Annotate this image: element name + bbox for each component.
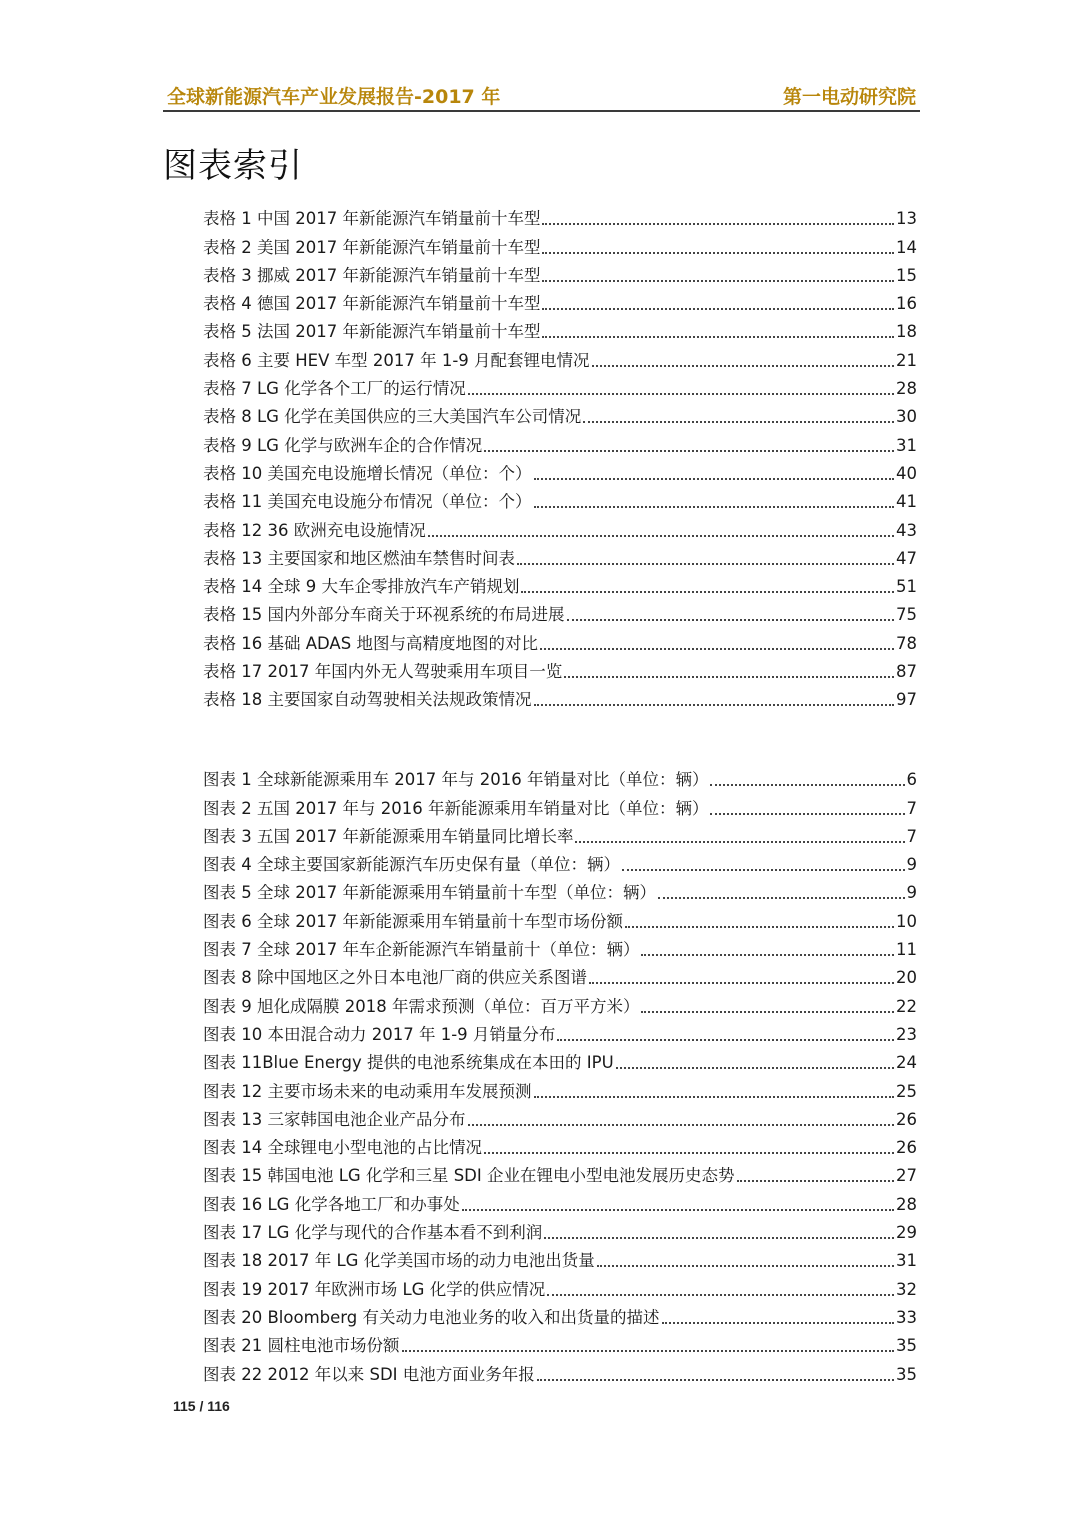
dot-leader [567,619,895,621]
toc-entry[interactable] [203,1074,917,1102]
dot-leader [428,535,894,537]
toc-entry-page: 32 [896,1279,917,1299]
dot-leader [534,506,895,508]
report-title: 全球新能源汽车产业发展报告-2017 年 [167,86,501,108]
toc-entry-label: 图表 20 Bloomberg 有关动力电池业务的收入和出货量的描述 [203,1307,660,1327]
toc-entry-label: 图表 13 三家韩国电池企业产品分布 [203,1109,466,1129]
toc-entry-label: 图表 10 本田混合动力 2017 年 1-9 月销量分布 [203,1024,556,1044]
page-number: 115 / 116 [173,1398,230,1414]
toc-entry-page: 27 [896,1166,917,1186]
toc-entry[interactable] [203,542,917,570]
dot-leader [616,1067,894,1069]
toc-entry-label: 图表 22 2012 年以来 SDI 电池方面业务年报 [203,1364,535,1384]
toc-entry-label: 图表 12 主要市场未来的电动乘用车发展预测 [203,1081,532,1101]
toc-entry-page: 33 [896,1307,917,1327]
dot-leader [592,365,894,367]
dot-leader [557,1039,894,1041]
toc-entry-label: 图表 2 五国 2017 年与 2016 年新能源乘用车销量对比（单位：辆） [203,798,709,818]
dot-leader [537,1379,894,1381]
dot-leader [641,1011,894,1013]
dot-leader [544,1237,894,1239]
dot-leader [534,478,895,480]
toc-entry-page: 43 [896,520,917,540]
toc-entry[interactable] [203,1272,917,1300]
toc-entry-page: 7 [906,826,917,846]
toc-entry[interactable] [203,428,917,456]
dot-leader [583,421,894,423]
toc-entry[interactable] [203,1159,917,1187]
toc-entry-label: 表格 17 2017 年国内外无人驾驶乘用车项目一览 [203,662,563,682]
dot-leader [468,393,894,395]
toc-entry-label: 图表 16 LG 化学各地工厂和办事处 [203,1194,460,1214]
toc-entry-page: 15 [896,265,917,285]
toc-entry-page: 40 [896,463,917,483]
toc-entry[interactable] [203,1131,917,1159]
figure-index-list [203,763,917,1386]
toc-entry-label: 图表 15 韩国电池 LG 化学和三星 SDI 企业在锂电小型电池发展历史态势 [203,1166,735,1186]
toc-entry-page: 13 [896,209,917,229]
toc-entry-page: 31 [896,1251,917,1271]
toc-entry-page: 7 [906,798,917,818]
toc-entry[interactable] [203,287,917,315]
toc-entry-page: 22 [896,996,917,1016]
toc-entry-label: 图表 7 全球 2017 年车企新能源汽车销量前十（单位：辆） [203,940,640,960]
running-header [163,80,920,112]
dot-leader [521,591,894,593]
toc-entry-page: 23 [896,1024,917,1044]
toc-entry-page: 75 [896,605,917,625]
dot-leader [662,1322,895,1324]
toc-entry[interactable] [203,598,917,626]
dot-leader [534,704,895,706]
toc-entry-page: 28 [896,379,917,399]
toc-entry-label: 表格 9 LG 化学与欧洲车企的合作情况 [203,435,483,455]
dot-leader [542,252,894,254]
toc-entry[interactable] [203,1301,917,1329]
toc-entry-label: 表格 5 法国 2017 年新能源汽车销量前十车型 [203,322,541,342]
toc-entry[interactable] [203,1244,917,1272]
dot-leader [597,1265,894,1267]
toc-entry-label: 图表 14 全球锂电小型电池的占比情况 [203,1138,482,1158]
toc-entry-page: 16 [896,294,917,314]
toc-entry[interactable] [203,1187,917,1215]
page-title: 图表索引 [163,146,303,186]
dot-leader [710,784,904,786]
toc-entry-page: 25 [896,1081,917,1101]
toc-entry-page: 26 [896,1109,917,1129]
toc-entry-page: 9 [906,883,917,903]
dot-leader [542,280,894,282]
toc-entry-page: 47 [896,548,917,568]
toc-entry-page: 20 [896,968,917,988]
toc-entry[interactable] [203,259,917,287]
toc-entry[interactable] [203,343,917,371]
toc-entry[interactable] [203,683,917,711]
toc-entry-label: 表格 18 主要国家自动驾驶相关法规政策情况 [203,690,532,710]
toc-entry-page: 35 [896,1364,917,1384]
dot-leader [641,954,894,956]
dot-leader [658,897,905,899]
toc-entry-page: 41 [896,492,917,512]
toc-entry[interactable] [203,315,917,343]
dot-leader [542,223,894,225]
dot-leader [484,1152,894,1154]
toc-entry-page: 28 [896,1194,917,1214]
dot-leader [575,841,904,843]
toc-entry[interactable] [203,820,917,848]
dot-leader [517,563,894,565]
dot-leader [484,450,894,452]
toc-entry[interactable] [203,1329,917,1357]
toc-entry-label: 表格 16 基础 ADAS 地图与高精度地图的对比 [203,633,538,653]
dot-leader [737,1180,895,1182]
dot-leader [547,1294,894,1296]
toc-entry[interactable] [203,372,917,400]
institute-name: 第一电动研究院 [782,86,916,108]
toc-entry[interactable] [203,1357,917,1385]
toc-entry[interactable] [203,230,917,258]
toc-entry-page: 24 [896,1053,917,1073]
table-index-list [203,202,917,711]
toc-entry[interactable] [203,655,917,683]
toc-entry[interactable] [203,989,917,1017]
toc-entry[interactable] [203,876,917,904]
toc-entry-label: 表格 8 LG 化学在美国供应的三大美国汽车公司情况 [203,407,582,427]
toc-entry-page: 87 [896,662,917,682]
toc-entry[interactable] [203,1216,917,1244]
toc-entry-label: 表格 6 主要 HEV 车型 2017 年 1-9 月配套锂电情况 [203,350,590,370]
toc-entry[interactable] [203,1046,917,1074]
dot-leader [625,926,894,928]
toc-entry-page: 14 [896,237,917,257]
toc-entry-label: 图表 8 除中国地区之外日本电池厂商的供应关系图谱 [203,968,587,988]
dot-leader [462,1209,894,1211]
toc-entry-page: 26 [896,1138,917,1158]
toc-entry-page: 6 [906,770,917,790]
toc-entry-label: 表格 4 德国 2017 年新能源汽车销量前十车型 [203,294,541,314]
toc-entry-label: 表格 15 国内外部分车商关于环视系统的布局进展 [203,605,565,625]
dot-leader [402,1350,895,1352]
toc-entry-label: 图表 11Blue Energy 提供的电池系统集成在本田的 IPU [203,1053,614,1073]
dot-leader [589,982,894,984]
toc-entry-page: 78 [896,633,917,653]
toc-entry-label: 表格 7 LG 化学各个工厂的运行情况 [203,379,466,399]
toc-entry[interactable] [203,904,917,932]
toc-entry[interactable] [203,1103,917,1131]
toc-entry-page: 21 [896,350,917,370]
toc-entry-label: 表格 13 主要国家和地区燃油车禁售时间表 [203,548,515,568]
toc-entry-page: 11 [896,940,917,960]
toc-entry[interactable] [203,626,917,654]
toc-entry[interactable] [203,400,917,428]
toc-entry[interactable] [203,961,917,989]
toc-entry[interactable] [203,791,917,819]
toc-entry[interactable] [203,933,917,961]
dot-leader [564,676,894,678]
toc-entry-label: 图表 1 全球新能源乘用车 2017 年与 2016 年销量对比（单位：辆） [203,770,709,790]
toc-entry-label: 图表 4 全球主要国家新能源汽车历史保有量（单位：辆） [203,855,620,875]
toc-entry[interactable] [203,513,917,541]
toc-entry-page: 18 [896,322,917,342]
toc-entry-label: 图表 18 2017 年 LG 化学美国市场的动力电池出货量 [203,1251,595,1271]
dot-leader [468,1124,895,1126]
toc-entry-page: 51 [896,577,917,597]
toc-entry-label: 图表 5 全球 2017 年新能源乘用车销量前十车型（单位：辆） [203,883,656,903]
toc-entry[interactable] [203,457,917,485]
toc-entry[interactable] [203,1018,917,1046]
toc-entry-label: 图表 21 圆柱电池市场份额 [203,1336,400,1356]
toc-entry-page: 10 [896,911,917,931]
toc-entry-page: 97 [896,690,917,710]
dot-leader [542,308,894,310]
dot-leader [622,869,905,871]
toc-entry[interactable] [203,485,917,513]
toc-entry-label: 图表 17 LG 化学与现代的合作基本看不到利润 [203,1223,543,1243]
toc-entry-label: 表格 10 美国充电设施增长情况（单位：个） [203,463,532,483]
toc-entry[interactable] [203,763,917,791]
toc-entry-page: 9 [906,855,917,875]
toc-entry[interactable] [203,848,917,876]
toc-entry-label: 图表 9 旭化成隔膜 2018 年需求预测（单位：百万平方米） [203,996,640,1016]
toc-entry-label: 图表 6 全球 2017 年新能源乘用车销量前十车型市场份额 [203,911,623,931]
toc-entry-label: 图表 19 2017 年欧洲市场 LG 化学的供应情况 [203,1279,546,1299]
toc-entry-page: 31 [896,435,917,455]
dot-leader [540,648,894,650]
toc-entry-label: 图表 3 五国 2017 年新能源乘用车销量同比增长率 [203,826,574,846]
toc-entry[interactable] [203,202,917,230]
toc-entry-label: 表格 2 美国 2017 年新能源汽车销量前十车型 [203,237,541,257]
toc-entry-page: 35 [896,1336,917,1356]
toc-entry-page: 29 [896,1223,917,1243]
toc-entry-label: 表格 12 36 欧洲充电设施情况 [203,520,426,540]
toc-entry[interactable] [203,570,917,598]
toc-entry-page: 30 [896,407,917,427]
toc-entry-label: 表格 14 全球 9 大车企零排放汽车产销规划 [203,577,520,597]
dot-leader [534,1096,895,1098]
dot-leader [710,813,904,815]
toc-entry-label: 表格 11 美国充电设施分布情况（单位：个） [203,492,532,512]
dot-leader [542,336,894,338]
toc-entry-label: 表格 3 挪威 2017 年新能源汽车销量前十车型 [203,265,541,285]
toc-entry-label: 表格 1 中国 2017 年新能源汽车销量前十车型 [203,209,541,229]
